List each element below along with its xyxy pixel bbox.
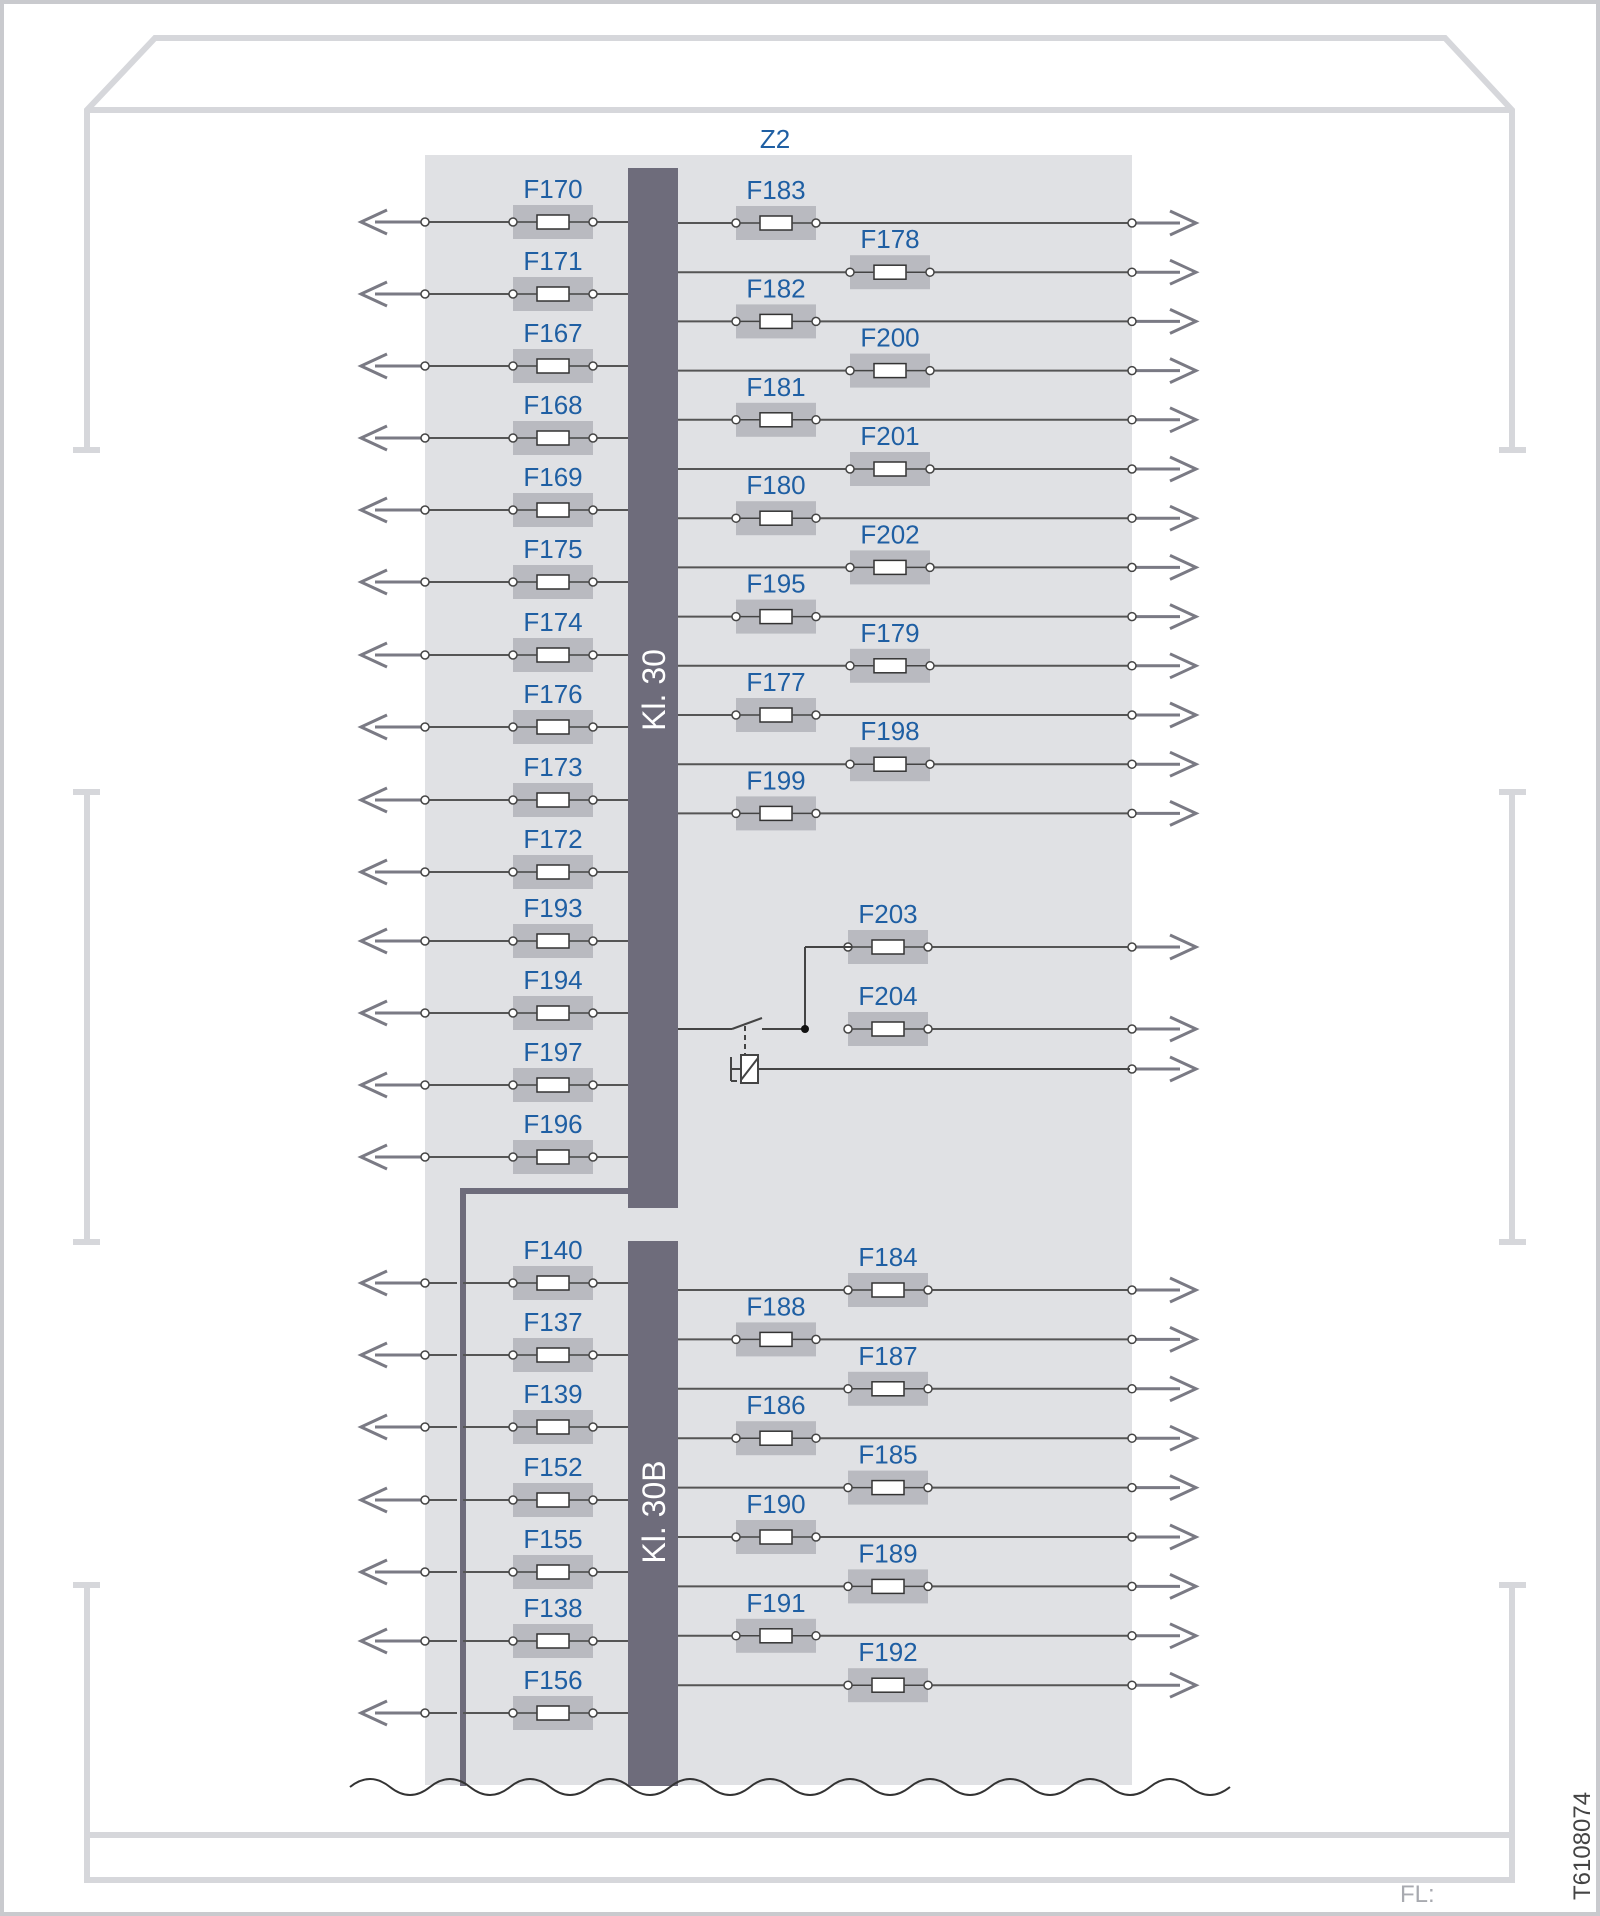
fuse-element [872,1283,904,1297]
terminal [846,662,854,670]
terminal [926,268,934,276]
terminal [421,1279,429,1287]
fuse-element [537,1078,569,1092]
terminal [924,1286,932,1294]
terminal [1128,711,1136,719]
terminal [732,809,740,817]
terminal [812,514,820,522]
fuse-label: F139 [523,1379,583,1409]
fuse-element [872,1382,904,1396]
terminal [1128,809,1136,817]
terminal [421,1081,429,1089]
terminal [924,1484,932,1492]
terminal [589,796,597,804]
terminal [1128,465,1136,473]
terminal [421,506,429,514]
terminal [1128,613,1136,621]
terminal [509,937,517,945]
terminal [421,1709,429,1717]
fuse-element [537,1493,569,1507]
fuse-label: F203 [858,899,918,929]
kl30b-bus-label: Kl. 30B [636,1460,672,1564]
fuse-element [537,431,569,445]
terminal [509,1423,517,1431]
fuse-element [537,793,569,807]
fuse-label: F176 [523,679,583,709]
fuse-element [537,1420,569,1434]
terminal [846,563,854,571]
fuse-element [537,287,569,301]
fuse-element [760,1431,792,1445]
fuse-element [537,1276,569,1290]
fuse-label: F184 [858,1242,918,1272]
terminal [1128,317,1136,325]
terminal [509,1709,517,1717]
terminal [509,578,517,586]
terminal [589,1423,597,1431]
fuse-element [537,1634,569,1648]
terminal [846,760,854,768]
terminal [732,613,740,621]
kl30-bus-label: Kl. 30 [636,649,672,731]
terminal [926,367,934,375]
terminal [732,1533,740,1541]
terminal [421,1496,429,1504]
terminal [846,465,854,473]
terminal [589,578,597,586]
terminal [509,434,517,442]
fuse-label: F187 [858,1340,918,1371]
terminal [421,1351,429,1359]
fuse-element [874,462,906,476]
terminal [509,1351,517,1359]
fuse-label: F179 [860,617,920,648]
terminal [421,723,429,731]
fuse-label: F198 [860,716,920,747]
fuse-element [872,1022,904,1036]
terminal [589,1009,597,1017]
terminal [509,362,517,370]
terminal [589,937,597,945]
fuse-element [537,359,569,373]
fuse-label: F195 [746,568,806,599]
fuse-label: F180 [746,470,806,501]
fuse-element [874,560,906,574]
terminal [812,416,820,424]
terminal [421,651,429,659]
fuse-element [760,216,792,230]
fuse-element [537,1348,569,1362]
fuse-element [760,806,792,820]
fuse-element [537,215,569,229]
terminal [589,1637,597,1645]
terminal [1128,1484,1136,1492]
fuse-element [537,503,569,517]
terminal [844,1025,852,1033]
document-id: T6108074 [1569,1791,1596,1900]
terminal [812,1533,820,1541]
fuse-label: F202 [860,519,920,550]
terminal [589,723,597,731]
fuse-element [537,720,569,734]
terminal [421,218,429,226]
terminal [421,796,429,804]
fuse-element [872,1579,904,1593]
terminal [924,943,932,951]
terminal [812,1335,820,1343]
fuse-label: F155 [523,1524,583,1554]
terminal [509,1081,517,1089]
terminal [421,1637,429,1645]
fuse-label: F171 [523,246,583,276]
fuse-label: F182 [746,273,806,304]
fuse-element [872,1678,904,1692]
fuse-element [874,265,906,279]
terminal [509,1637,517,1645]
terminal [1128,219,1136,227]
terminal [812,317,820,325]
fuse-label: F181 [746,371,806,402]
terminal [589,651,597,659]
terminal [844,1385,852,1393]
terminal [1128,1286,1136,1294]
terminal [589,1568,597,1576]
terminal [844,1286,852,1294]
terminal [732,1434,740,1442]
terminal [1128,1385,1136,1393]
terminal [509,651,517,659]
terminal [509,1009,517,1017]
terminal [732,416,740,424]
fuse-label: F194 [523,965,583,995]
fuse-label: F173 [523,752,583,782]
fuse-label: F201 [860,421,920,451]
fuse-element [874,757,906,771]
fuse-label: F191 [746,1587,806,1618]
fuse-element [537,575,569,589]
terminal [1128,1434,1136,1442]
fuse-element [537,934,569,948]
fuse-label: F183 [746,175,806,205]
terminal [732,1335,740,1343]
terminal [812,1632,820,1640]
terminal [924,1582,932,1590]
terminal [812,809,820,817]
terminal [844,1681,852,1689]
fuse-label: F174 [523,607,583,637]
terminal [421,362,429,370]
terminal [509,723,517,731]
terminal [1128,1582,1136,1590]
terminal [732,219,740,227]
fuse-element [537,648,569,662]
terminal [509,868,517,876]
terminal [589,290,597,298]
fuse-element [760,413,792,427]
terminal [589,868,597,876]
terminal [924,1681,932,1689]
fuse-label: F190 [746,1489,806,1519]
terminal [509,218,517,226]
terminal [421,578,429,586]
terminal [1128,563,1136,571]
fuse-label: F152 [523,1452,583,1482]
fuse-label: F175 [523,534,583,564]
terminal [421,1423,429,1431]
terminal [509,1496,517,1504]
terminal [1128,943,1136,951]
terminal [421,937,429,945]
fuse-label: F177 [746,667,806,697]
terminal [589,1279,597,1287]
terminal [844,1484,852,1492]
terminal [846,268,854,276]
terminal [926,465,934,473]
terminal [589,1496,597,1504]
terminal [509,506,517,514]
terminal [924,1025,932,1033]
fuse-element [537,1150,569,1164]
fuse-element [537,1006,569,1020]
terminal [509,1153,517,1161]
fuse-element [872,940,904,954]
fuse-label: F169 [523,462,583,492]
terminal [1128,1335,1136,1343]
terminal [589,1709,597,1717]
fuse-label: F140 [523,1235,583,1265]
terminal [509,290,517,298]
terminal [1128,1533,1136,1541]
fuse-label: F192 [858,1637,918,1668]
fuse-label: F170 [523,174,583,204]
terminal [1128,1681,1136,1689]
fuse-element [874,659,906,673]
terminal [732,514,740,522]
fuse-label: F138 [523,1593,583,1623]
fuse-label: F199 [746,765,806,796]
fuse-label: F200 [860,322,920,353]
fuse-label: F189 [858,1538,918,1569]
terminal [924,1385,932,1393]
fuse-label: F172 [523,824,583,854]
terminal [421,1568,429,1576]
fuse-element [760,610,792,624]
fuse-element [872,1481,904,1495]
fuse-label: F204 [858,981,918,1011]
fuse-element [760,511,792,525]
terminal [732,1632,740,1640]
fuse-label: F178 [860,224,920,255]
zone-label: Z2 [759,124,791,154]
terminal [589,434,597,442]
terminal [509,1568,517,1576]
fuse-element [537,865,569,879]
terminal [589,1351,597,1359]
terminal [589,1081,597,1089]
terminal [589,1153,597,1161]
terminal [1128,1025,1136,1033]
terminal [1128,1632,1136,1640]
terminal [1128,268,1136,276]
fuse-label: F185 [858,1439,918,1470]
terminal [1128,662,1136,670]
terminal [421,868,429,876]
fuse-element [760,1332,792,1346]
terminal [589,362,597,370]
terminal [846,367,854,375]
fuse-label: F167 [523,318,583,348]
fuse-label: F188 [746,1291,806,1322]
fuse-element [760,1629,792,1643]
terminal [421,290,429,298]
terminal [1128,514,1136,522]
terminal [926,563,934,571]
terminal [812,711,820,719]
fuse-element [537,1706,569,1720]
terminal [812,1434,820,1442]
fuse-label: F193 [523,893,583,923]
fuse-element [760,314,792,328]
fuse-label: F197 [523,1037,583,1067]
fuse-label: F168 [523,390,583,420]
fl-label: FL: [1400,1881,1435,1908]
fuse-element [537,1565,569,1579]
terminal [509,796,517,804]
terminal [421,1009,429,1017]
terminal [732,711,740,719]
fuse-label: F196 [523,1109,583,1139]
terminal [926,662,934,670]
terminal [926,760,934,768]
terminal [1128,760,1136,768]
fuse-element [760,708,792,722]
terminal [732,317,740,325]
terminal [421,434,429,442]
terminal [844,1582,852,1590]
terminal [1128,416,1136,424]
terminal [509,1279,517,1287]
fuse-label: F186 [746,1390,806,1421]
terminal [1128,367,1136,375]
terminal [421,1153,429,1161]
fuse-element [760,1530,792,1544]
fuse-label: F137 [523,1307,583,1337]
terminal [589,506,597,514]
fuse-element [874,364,906,378]
terminal [812,613,820,621]
terminal [812,219,820,227]
terminal [589,218,597,226]
fuse-label: F156 [523,1665,583,1695]
